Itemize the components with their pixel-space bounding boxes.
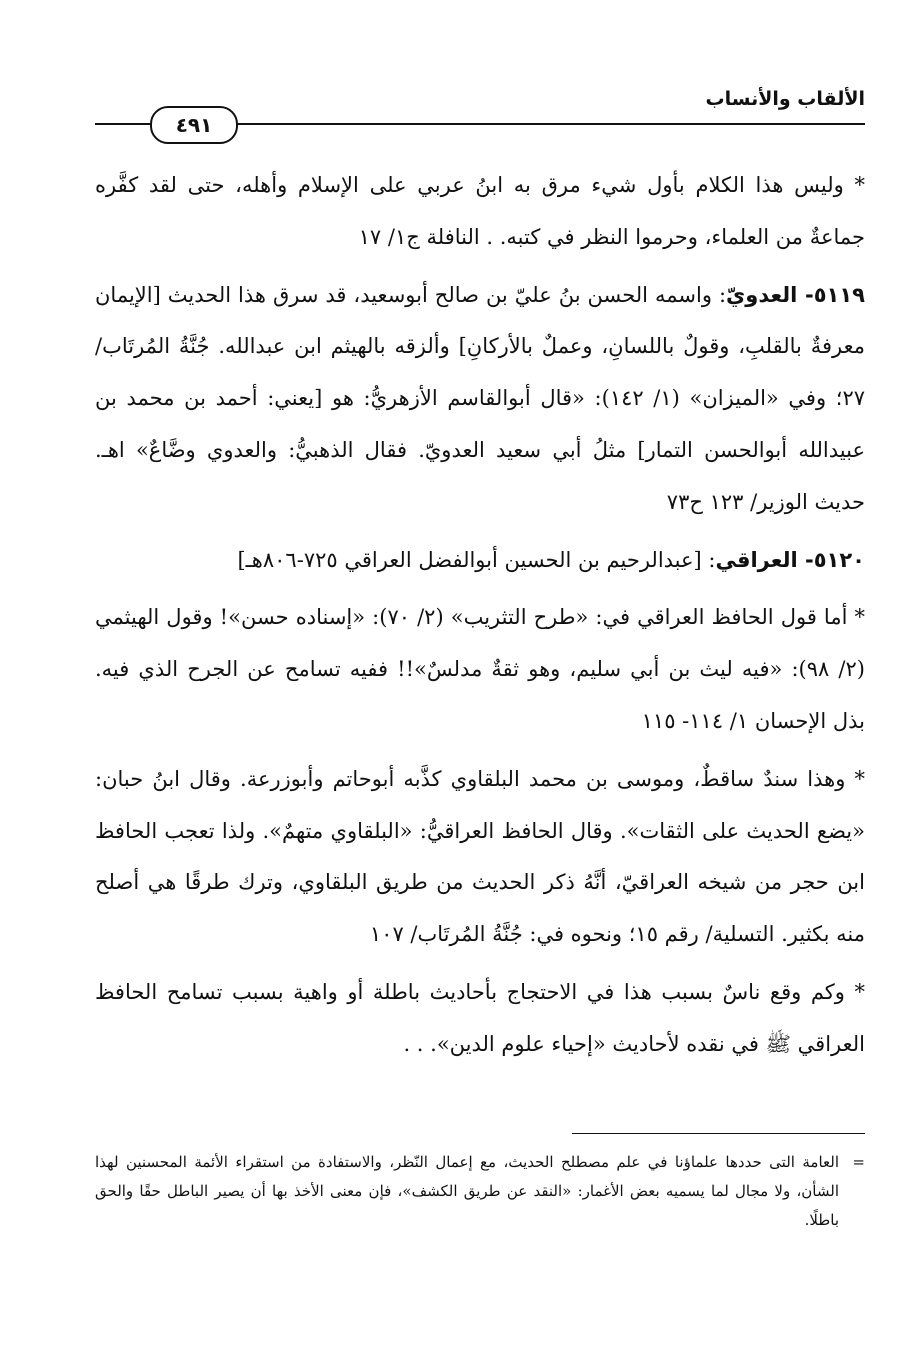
entry-text: : [عبدالرحيم بن الحسين أبوالفضل العراقي ٧٢٥-٨٠٦هـ] [237,547,716,572]
footnotes [95,1148,865,1235]
main-text [95,160,865,1077]
entry-text: * أما قول الحافظ العراقي في: «طرح التثريب» (٢/ ٧٠): «إسناده حسن»! وقول الهيثمي (٢/ ٩٨): «فيه ليث بن أبي سليم، وهو ثقةٌ مدلسٌ»!! ففيه تسامح عن الجرح الذي فيه. بذل الإحسان ١/ ١١٤- ١١٥ [95,605,865,733]
entry-5120-al-iraqi [95,535,865,587]
entry-lead: ٥١١٩- العدويّ [726,282,865,307]
entry-text: * وكم وقع ناسٌ بسبب هذا في الاحتجاج بأحاديث باطلة أو واهية بسبب تسامح الحافظ العراقي ﷺ في نقده لأحاديث «إحياء علوم الدين». . . [95,979,865,1056]
footnote-rule [572,1133,865,1134]
running-title: الألقاب والأنساب [705,88,865,110]
footnote-text: العامة التى حددها علماؤنا في علم مصطلح الحديث، مع إعمال النّظر، والاستفادة من استقراء الأئمة المحسنين لهذا الشأن، ولا مجال لما يسميه بعض الأغمار: «النقد عن طريق الكشف»، فإن معنى الأخذ بها أن يصير الباطل حقًا والحق باطلًا. [95,1153,839,1229]
entry-text: * وليس هذا الكلام بأول شيء مرق به ابنُ عربي على الإسلام وأهله، حتى لقد كفَّره جماعةٌ من العلماء، وحرموا النظر في كتبه. . النافلة ج١/ ١٧ [95,173,865,249]
entry-5119-al-adawi [95,270,865,529]
footnote-continuation [95,1148,865,1235]
footnote-marker: = [852,1153,865,1171]
paragraph-ihya-ulum-al-din [95,967,865,1071]
entry-text: * وهذا سندٌ ساقطٌ، وموسى بن محمد البلقاوي كذَّبه أبوحاتم وأبوزرعة. وقال ابنُ حبان: «يضع الحديث على الثقات». وقال الحافظ العراقيُّ: «البلقاوي متهمٌ». ولذا تعجب الحافظ ابن حجر من شيخه العراقيّ، أنَّهُ ذكر الحديث من طريق البلقاوي، وترك طرقًا هي أصلح منه بكثير. التسلية/ رقم ١٥؛ ونحوه في: جُنَّةُ المُرتَاب/ ١٠٧ [95,766,865,947]
page-number: ٤٩١ [150,106,238,144]
paragraph-tarh-al-tathrib [95,592,865,747]
page-header [95,78,865,158]
paragraph-ibn-arabi [95,160,865,264]
entry-text: : واسمه الحسن بنُ عليّ بن صالح أبوسعيد، قد سرق هذا الحديث [الإيمان معرفةٌ بالقلبِ، وقولٌ باللسانِ، وعملٌ بالأركانِ] وألزقه بالهيثم ابن عبدالله. جُنَّةُ المُرتَاب/ ٢٧؛ وفي «الميزان» (١/ ١٤٢): «قال أبوالقاسم الأزهريُّ: هو [يعني: أحمد بن محمد بن عبيدالله أبوالحسن التمار] مثلُ أبي سعيد العدويّ. فقال الذهبيُّ: والعدوي وضَّاعٌ» اهـ. حديث الوزير/ ١٢٣ ح٧٣ [95,282,866,514]
entry-lead: ٥١٢٠- العراقي [715,547,865,572]
paragraph-al-balqawi [95,754,865,961]
